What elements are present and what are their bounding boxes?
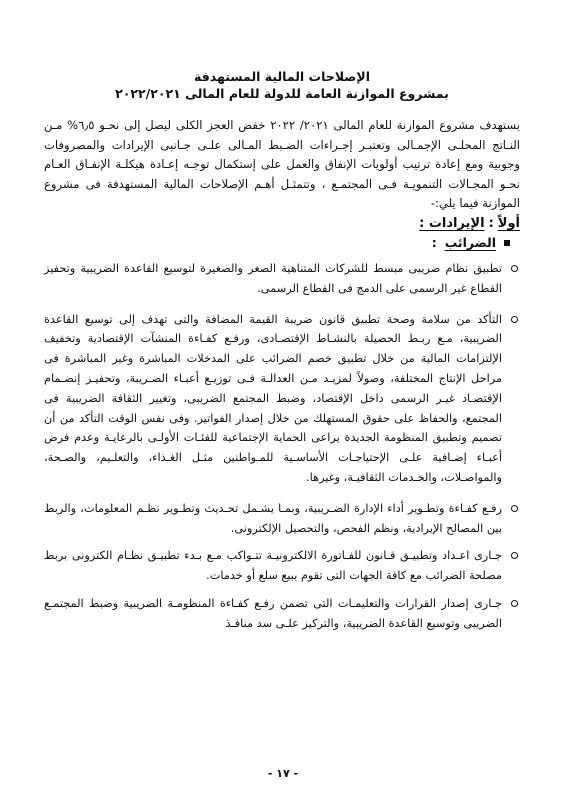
list-item — [44, 594, 520, 634]
section-number: أولاً — [497, 215, 520, 231]
page-number: - ١٧ - — [267, 767, 299, 780]
circle-bullet-icon — [511, 505, 518, 512]
circle-bullet-icon — [511, 552, 518, 559]
document-title-line2: بمشروع الموازنة العامة للدولة للعام المالى ٢٠٢٢/٢٠٢١ — [115, 86, 449, 101]
list-item-text: جـارى إصدار القرارات والتعليمـات التى تضمن رفـع كفـاءة المنظومـة الضريبية وضبط المجتمـع الضريبى وتوسيع القاعدة الضريبية، والتركيز علـى سد منافـذ — [44, 596, 502, 630]
list-item-text: جـارى اعـداد وتطبيـق قـانون للفـاتورة الالكترونيـة تتـواكب مـع بـدء تطبيـق نظـام الكترونى بربط مصلحة الضرائب مع كافة الجهات التى تقوم ببيع سلع أو خدمات. — [44, 549, 502, 583]
list-item — [44, 259, 520, 299]
subsection-title: الضرائب — [444, 234, 496, 250]
tax-reforms-list — [44, 259, 520, 634]
list-item-text: تطبيق نظام ضريبى مبسط للشركات المتناهية الصغر والصغيرة لتوسيع القاعدة الضريبية وتحفيز القطاع غير الرسمى على الدمج فى القطاع الرسمى. — [44, 261, 502, 295]
list-item — [44, 310, 520, 488]
section-title: الإيرادات : — [419, 215, 485, 231]
subsection-heading-taxes — [44, 233, 510, 253]
list-item-text: التأكد من سلامة وصحة تطبيق قانون ضريبة القيمة المضافة والتى تهدف إلى توسيع القاعدة الضريبية، مـع ربـط الحصيلة بالنشـاط الإقتصـادى، ورفـع كفـاءة المنشآت الإقتصادية وتخفيف الإلتزامات المالية من خلال تطبيق خصم الضرائب على المدخلات المباشرة وغير المباشرة فى مراحل الإنتاج المختلفة، وصولاً لمزيـد مـن العدالـة فـى توزيـع أعبـاء الضـريبة، وتحفيـز إنضـمام الإقتصـاد غيـر الرسمى داخل الإقتصاد، وضبط المجتمع الضريبى، وتغيير الثقافة الضريبية فى المجتمع، والحفاظ على حقوق المستهلك من خلال إصدار الفواتير. وفى نفس الوقت التأكد من أن تصميم وتطبيق المنظومة الجديدة يراعى الحماية الإجتماعية للفئـات الأولـى بالرعايـة وعدم فرض أعبـاء إضـافية علـى الإحتياجـات الأساسـية للمـواطنين مثـل الغـذاء، والتعلـيم، والصـحة، والمواصـلات، والخـدمات الثقافيـة، وغيرها. — [44, 312, 502, 484]
circle-bullet-icon — [511, 316, 518, 323]
intro-paragraph: يستهدف مشروع الموازنة للعام المالى ٢٠٢١/ ٢٠٢٢ خفض العجز الكلى ليصل إلى نحـو ٦٫٥% مـن النـاتج المحلـى الإجمـالى وتعتبـر إجـراءات الضـبط المـالى علـى جـانبى الإيرادات والمصروفات وجوبية ومع إعادة ترتيب أولويات الإنفاق والعمل على إستكمال توجـه إعـادة هيكلـة الإنفـاق العـام نحـو المجـالات التنمويـة فـى المجتمـع ، وتتمثـل أهـم الإصلاحات المالية المستهدفة فى مشروع الموازنة فيما يلي:- — [44, 118, 520, 211]
document-title-line1: الإصلاحات المالية المستهدفة — [194, 69, 370, 84]
list-item — [44, 546, 520, 586]
circle-bullet-icon — [511, 265, 518, 272]
list-item — [44, 499, 520, 539]
square-bullet-icon — [504, 240, 510, 246]
subsection-separator: : — [431, 234, 437, 250]
circle-bullet-icon — [511, 600, 518, 607]
list-item-text: رفـع كفـاءة وتطـوير أداء الإدارة الضـريبية، وبمـا يشـمل تحـديث وتطـوير نظـم المعلومات، والربط بين المصالح الإيرادية، ونظم الفحص، والتحصيل الإلكترونى. — [44, 501, 502, 535]
section-heading-revenues — [44, 214, 520, 233]
section-separator: : — [488, 215, 494, 231]
